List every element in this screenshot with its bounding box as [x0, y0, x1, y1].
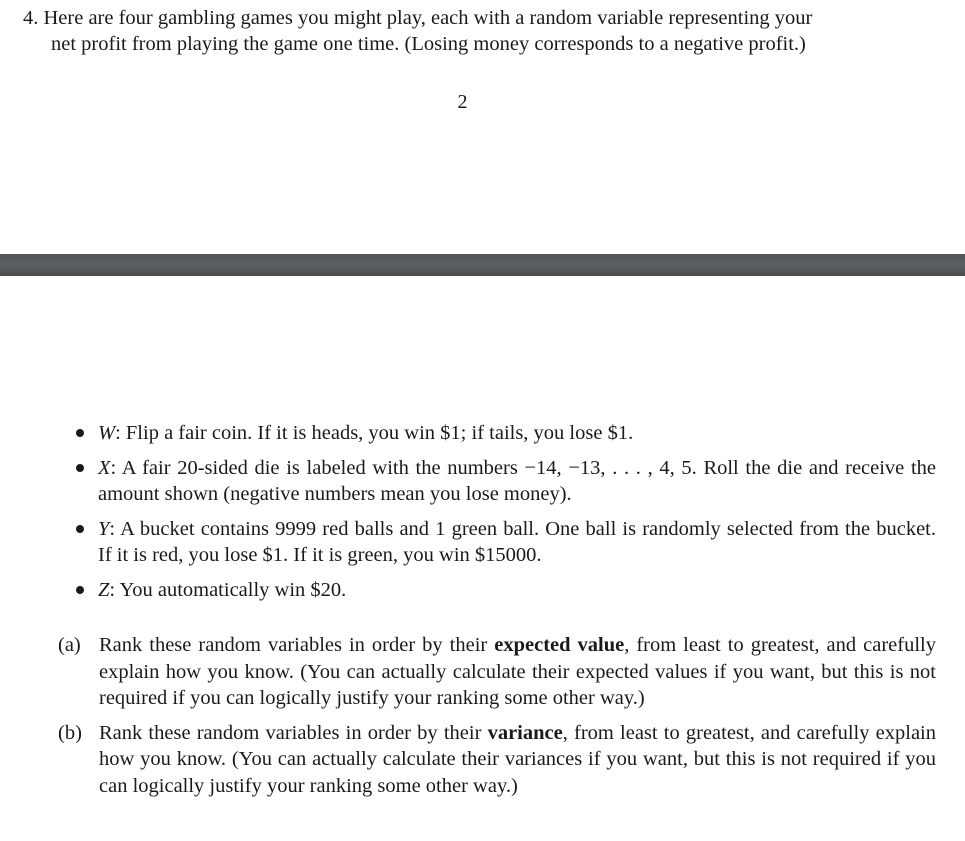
page-number: 2 [457, 91, 468, 113]
problem-intro-line-2: net profit from playing the game one time. (Losing money corresponds to a negative profit.) [51, 33, 806, 55]
part-label: (b) [58, 721, 82, 744]
game-text [98, 577, 936, 603]
game-variable: Z [98, 579, 110, 601]
part-text-pre: Rank these random variables in order by their [99, 721, 488, 744]
problem-intro [23, 5, 938, 57]
problem-intro-line-1 [23, 5, 938, 31]
game-description: : A fair 20-sided die is labeled with the numbers −14, −13, . . . , 4, 5. Roll the die and receive the amount shown (negative numbers mean you lose money). [98, 457, 936, 505]
game-item-y [76, 516, 936, 568]
bullet-icon [76, 429, 84, 437]
game-item-z [76, 577, 936, 603]
part-keyword: variance [487, 721, 563, 744]
game-text [98, 420, 936, 446]
part-keyword: expected value [494, 634, 625, 656]
game-variable: Y [98, 518, 110, 540]
game-description: : Flip a fair coin. If it is heads, you win $1; if tails, you lose $1. [115, 422, 634, 444]
game-text [98, 516, 936, 568]
question-parts [58, 632, 936, 807]
game-variable: X [98, 457, 111, 479]
part-text [99, 632, 936, 712]
games-list [76, 420, 936, 612]
bullet-icon [76, 464, 84, 472]
game-item-w [76, 420, 936, 446]
page-divider [0, 254, 965, 276]
part-text-pre: Rank these random variables in order by their [99, 634, 495, 656]
part-text-post: , from least to greatest, and carefully explain how you know. (You can actually calculate their expected values if you want, but this is not required if you can logically justify your ranking some other way.) [99, 634, 936, 709]
part-text [99, 720, 936, 800]
part-text-post: , from least to greatest, and carefully explain how you know. (You can actually calculate their variances if you want, but this is not required if you can logically justify your ranking some other way.) [99, 721, 936, 797]
part-a [58, 632, 936, 712]
bullet-icon [76, 525, 84, 533]
game-variable: W [98, 422, 116, 444]
game-item-x [76, 455, 936, 507]
part-b [58, 720, 936, 800]
problem-number: 4. [23, 7, 39, 29]
game-description: : A bucket contains 9999 red balls and 1 green ball. One ball is randomly selected from the bucket. If it is red, you lose $1. If it is green, you win $15000. [98, 518, 936, 566]
page-top [0, 0, 965, 254]
game-description: : You automatically win $20. [109, 579, 347, 601]
bullet-icon [76, 586, 84, 594]
part-label: (a) [58, 634, 81, 656]
problem-intro-text-1: Here are four gambling games you might play, each with a random variable representing your [43, 7, 813, 29]
game-text [98, 455, 936, 507]
